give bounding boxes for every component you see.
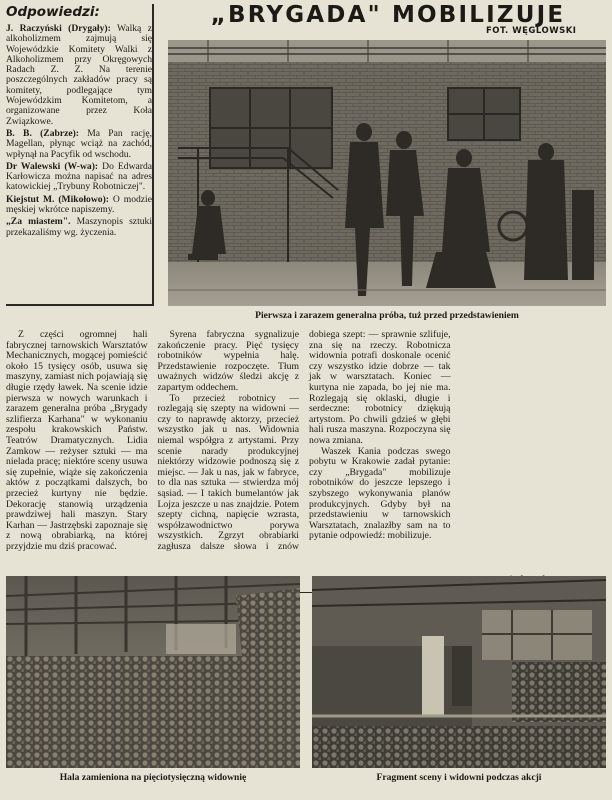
photo-credit: FOT. WĘGLOWSKI [486, 26, 577, 36]
answers-column [6, 4, 154, 306]
audience-photo [6, 576, 300, 768]
headline: „BRYGADA" MOBILIZUJE [210, 2, 566, 28]
answer-recipient: „Za miastem". [6, 216, 71, 228]
answer-recipient: B. B. (Zabrze): [6, 127, 79, 139]
answer-text: Walką z alkoholizmem zajmują się Wojewódzkie Komitety Walki z Alkoholizmem przy Okręgowych Radach Z. Z. Na terenie poszczególnych zakładów pracy są komitety, podlegające tym Wojewódzkim Komitetom, a organizowane przez Koła Związkowe. [6, 23, 152, 127]
main-photo-caption: Pierwsza i zarazem generalna próba, tuż przed przedstawieniem [255, 310, 519, 321]
audience-photo-caption: Hala zamieniona na pięciotysięczną widownię [59, 772, 247, 783]
answer-text: Do Edwarda Karłowicza można napisać na adres katowickiej „Trybuny Robotniczej". [6, 160, 153, 193]
main-photo [168, 40, 606, 306]
answer-recipient: J. Raczyński (Drygały): [6, 23, 111, 34]
answer-item [6, 24, 152, 127]
article-paragraph: To przecież robotnicy — rozlegają się szepty na widowni — czy to naprawdę aktorzy, przecież wszystko jak u nas. Widownia niemal współgra z artystami. Przy scenie narady produkcyjnej niektórzy widzowie podnoszą się z miejsc. — Jak u nas, jak w fabryce, to dla nas sztuka — stwierdza mój sąsiad. — I takich bumelantów jak Lojza jeszcze u nas znajdzie. Potem szepty cichną, napięcie wzrasta, współzawodnictwo porywa wszystkich. Zgrzyt obrabiarki zagłusza dalsze słowa i znów dobiega szept: — sprawnie szlifuje, zna się na rzeczy. Robotnicza widownia potrafi doskonale ocenić czy wszystko idzie dobrze — tak jak w warsztatach. Koniec — kurtyna nie zapada, bo jej nie ma. Rozlegają się oklaski, długie i serdeczne: robotnicy dziękują artystom. Po chwili gdzieś w głębi hali rusza maszyna. Rozpoczyna się nowa zmiana. [157, 329, 451, 552]
article-body [6, 330, 602, 562]
answer-text: Maszynopis sztuki przekazaliśmy wg. życzenia. [6, 216, 152, 238]
answer-recipient: Dr Walewski (W-wa): [6, 160, 99, 172]
stage-photo-caption: Fragment sceny i widowni podczas akcji [376, 772, 542, 783]
answer-item [6, 129, 152, 160]
article-paragraph: Syrena fabryczna sygnalizuje zakończenie pracy. Pięć tysięcy robotników wypełnia halę. Przedstawienie rozpoczęte. Tłum uważnych widzów śledzi akcję z zapartym oddechem. [157, 329, 299, 393]
answer-recipient: Kiejstut M. (Mikołowo): [6, 193, 109, 205]
article-paragraph: Z części ogromnej hali fabrycznej tarnowskich Warsztatów Mechanicznych, mogącej pomieścić około 15 tysięcy osób, usuwa się maszyny, zamiast nich pojawiają się długie rzędy ławek. Na scenie idzie pierwsza w nowych warunkach i zarazem generalna próba „Brygady szlifierza Karhana" w wykonaniu zespołu krakowskich Państw. Teatrów Dramatycznych. Lidia Zamkow — reżyser sztuki — ma nielada pracę; niektóre sceny usuwa się zupełnie, wiąże się zakończenia aktów z początkami dalszych, bo przecież kurtyny nie będzie. Dekorację stanowią urządzenia prawdziwej hali maszyn. Stary Karhan — Jastrzębski zapoznaje się z nową obrabiarką, na której przyjdzie mu dziś pracować. [6, 329, 148, 552]
answers-heading: Odpowiedzi: [6, 4, 100, 20]
answer-item [6, 217, 152, 238]
article-paragraph: Waszek Kania podczas swego pobytu w Krakowie zadał pytanie: czy „Brygada" mobilizuje robotników do jeszcze lepszego i szybszego wykonywania planów produkcyjnych. Gdyby był na przedstawieniu w tarnowskich Warsztatach, znalazłby sam na to pytanie odpowiedź: mobilizuje. [309, 445, 451, 542]
answer-item [6, 162, 152, 193]
answer-text: O modzie męskiej wkrótce napiszemy. [6, 193, 152, 216]
stage-photo [312, 576, 606, 768]
answer-text: Ma Pan rację, Magellan, płynąc wciąż na zachód, wpłynął na Pacyfik od wschodu. [6, 127, 152, 160]
answer-item [6, 195, 152, 216]
